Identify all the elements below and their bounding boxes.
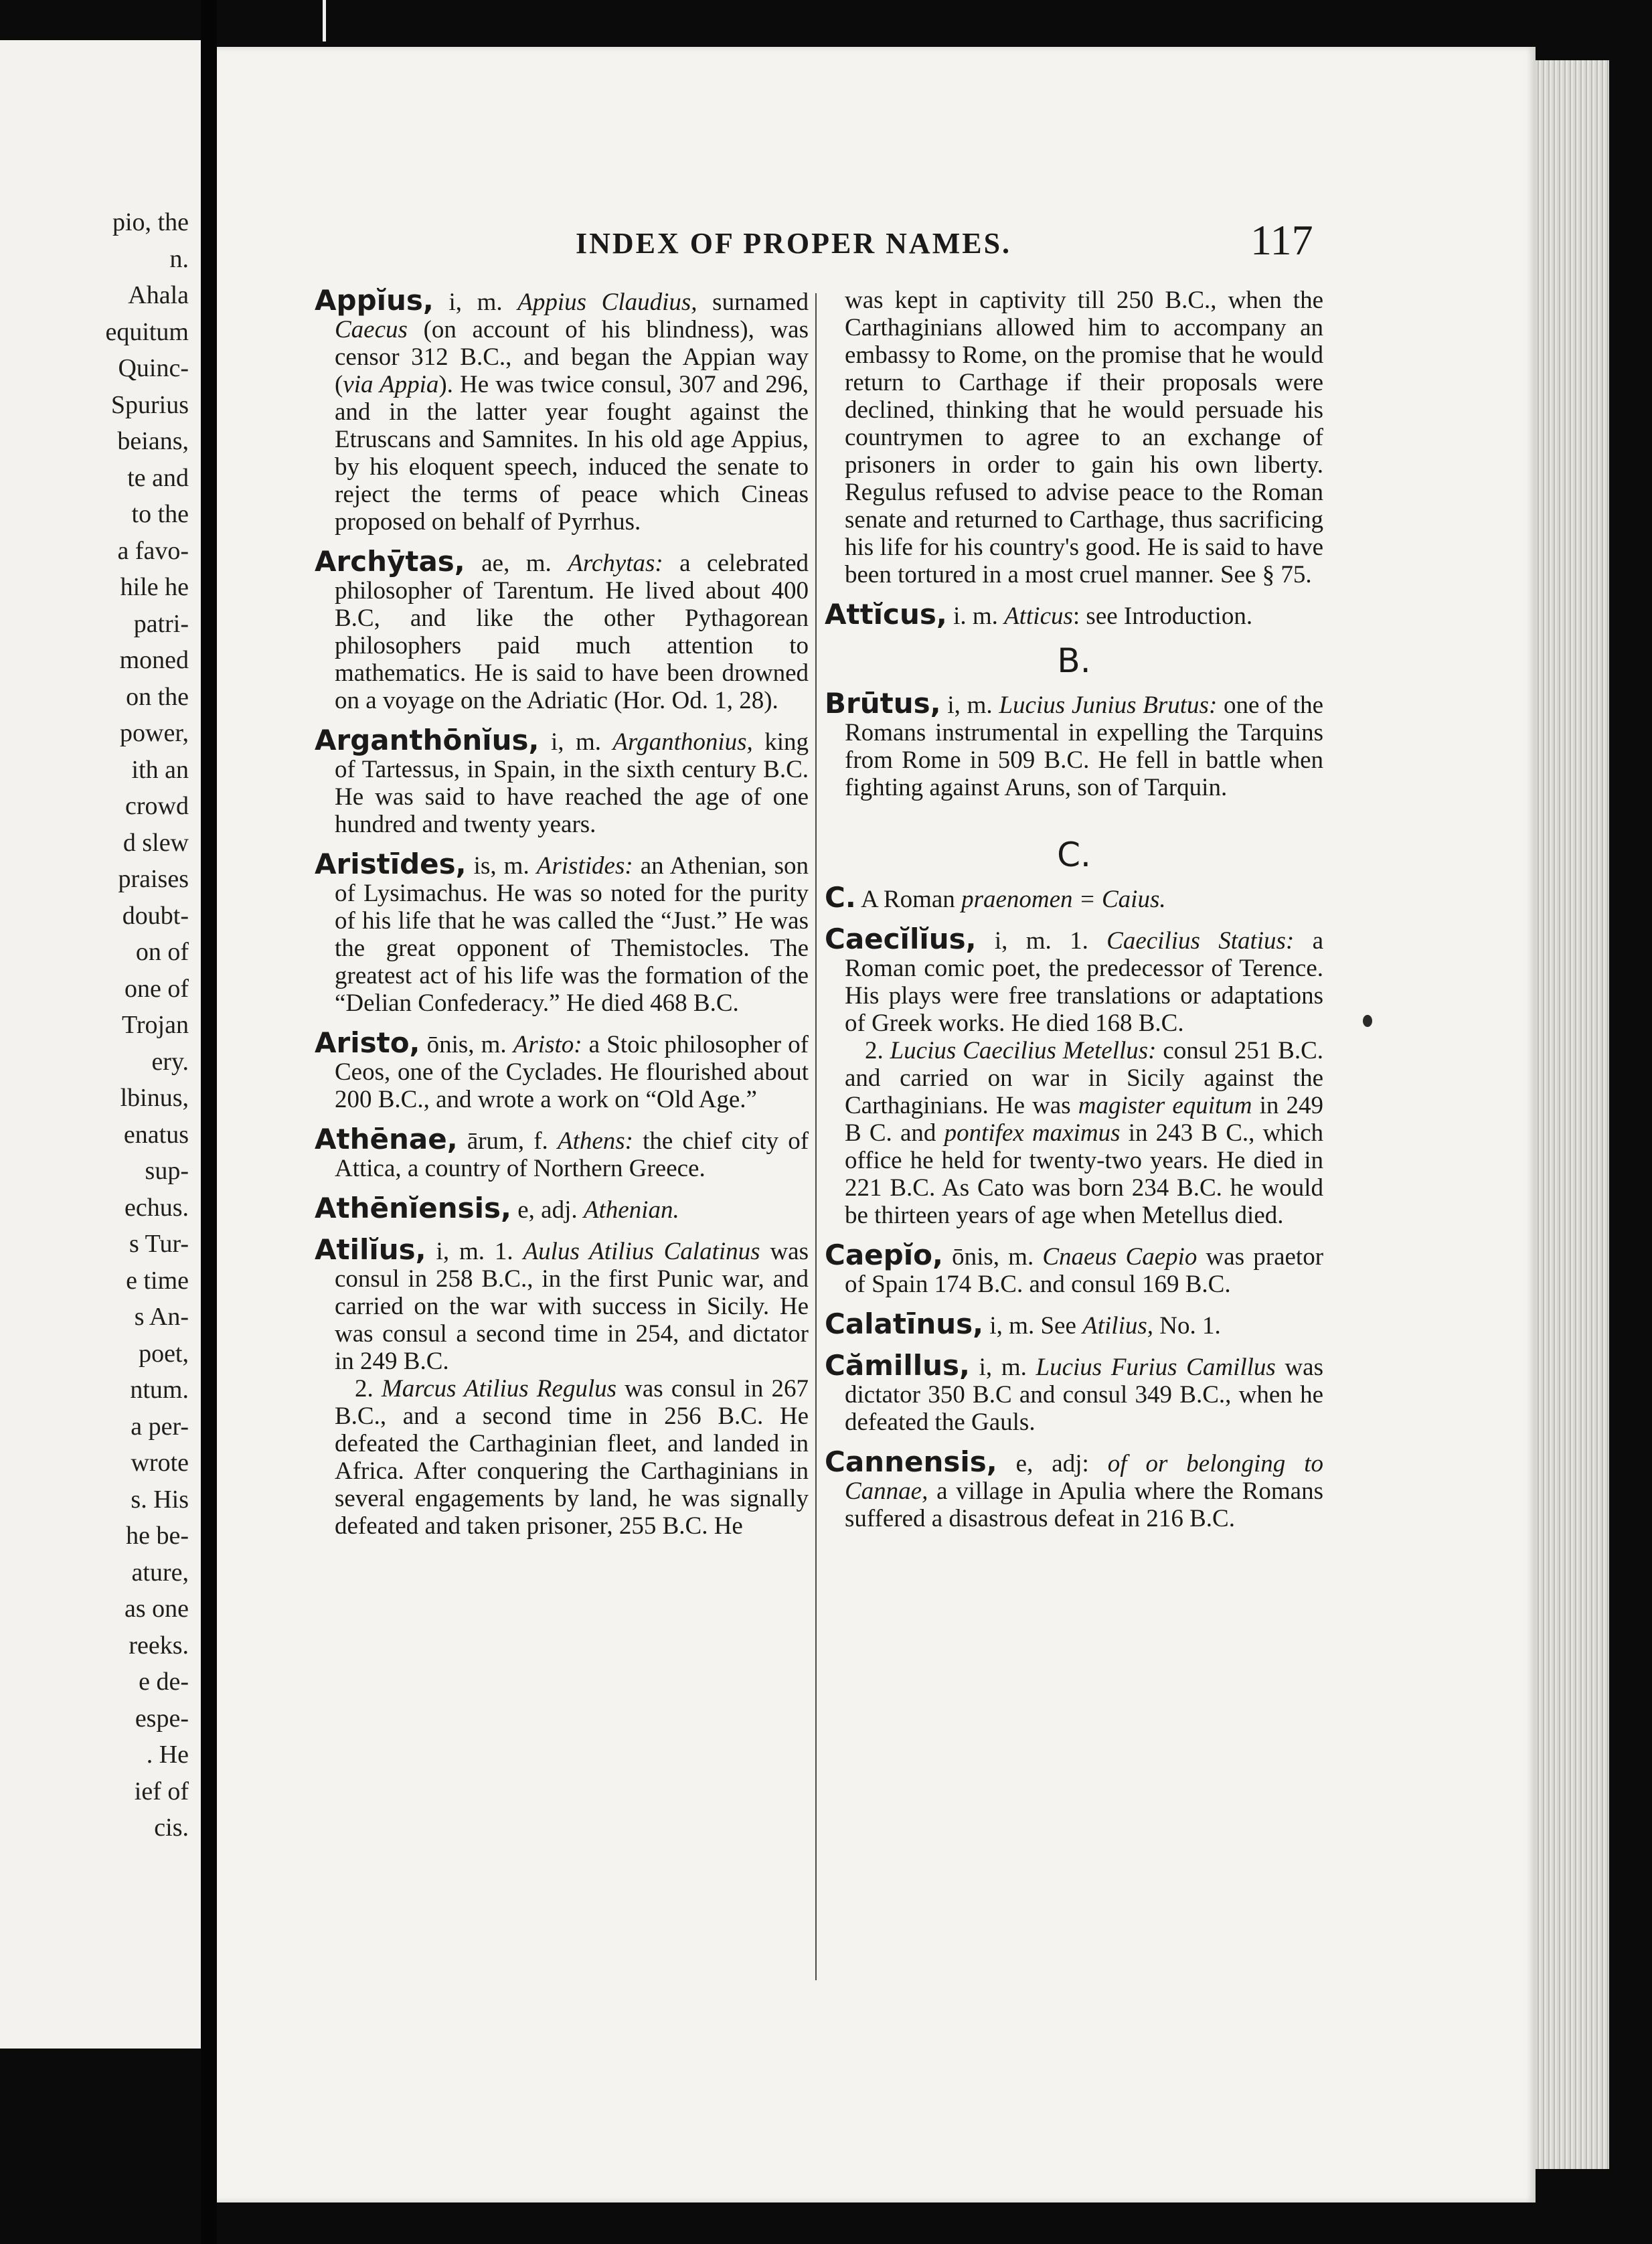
continued-entry bbox=[825, 287, 1323, 588]
prev-page-fragment bbox=[129, 1229, 189, 1259]
entry-text: one of the Romans instrumental in expelling the Tarquins from Rome in 509 B.C. He fell in battle when fighting against Aruns, son of Tarquin. bbox=[845, 692, 1324, 801]
italic-text: of or belonging to Cannae, bbox=[845, 1450, 1324, 1505]
italic-text: Atticus bbox=[1004, 603, 1073, 630]
index-entry bbox=[825, 600, 1323, 630]
fragment-text: poet, bbox=[139, 1339, 189, 1368]
fragment-text: Ahala bbox=[128, 281, 189, 309]
entry-text: the chief city of Attica, a country of Northern Greece. bbox=[335, 1127, 809, 1182]
fragment-text: ature, bbox=[131, 1558, 189, 1587]
fragment-text: te and bbox=[127, 463, 189, 492]
page-edges bbox=[1536, 60, 1609, 2169]
prev-page-fragment bbox=[131, 1412, 189, 1441]
prev-page-fragment bbox=[131, 1448, 189, 1477]
prev-page-fragment bbox=[136, 937, 189, 967]
prev-page-fragment bbox=[112, 208, 189, 237]
fragment-text: d slew bbox=[122, 828, 189, 857]
prev-page-fragment bbox=[120, 718, 189, 748]
fragment-text: ery. bbox=[151, 1047, 189, 1076]
entry-text: 2. bbox=[355, 1375, 382, 1402]
fragment-text: on the bbox=[126, 682, 189, 711]
prev-page-fragment bbox=[135, 1777, 189, 1806]
left-column bbox=[315, 284, 809, 1552]
entry-body bbox=[315, 1123, 809, 1182]
prev-page-fragment bbox=[117, 536, 189, 566]
grammar-info: i, m. bbox=[436, 1238, 485, 1265]
prev-page-fragment bbox=[145, 1156, 189, 1186]
index-entry bbox=[315, 1026, 809, 1113]
fragment-text: n. bbox=[169, 244, 189, 273]
prev-page-fragment bbox=[105, 317, 189, 347]
index-entry bbox=[315, 284, 809, 536]
fragment-text: to the bbox=[131, 500, 189, 528]
entry-text: 2. bbox=[865, 1037, 890, 1064]
headword: Atilĭus, bbox=[315, 1233, 426, 1266]
fragment-text: cis. bbox=[154, 1814, 189, 1842]
fragment-text: echus. bbox=[124, 1193, 189, 1222]
headword: Caecĭlĭus, bbox=[825, 923, 977, 955]
fragment-text: a per- bbox=[131, 1412, 189, 1441]
italic-text: magister equitum bbox=[1078, 1092, 1252, 1119]
entry-text: A Roman bbox=[861, 886, 962, 913]
italic-text: Atilius, bbox=[1082, 1312, 1154, 1340]
headword: Cămillus, bbox=[825, 1349, 970, 1382]
entry-text: was consul in 267 B.C., and a second time in 256 B.C. He defeated the Carthaginian fleet, and landed in Africa. After conquering the Carthaginians in several engagements by land, he was signally defeated and taken prisoner, 255 B.C. He bbox=[335, 1375, 809, 1540]
running-header: INDEX OF PROPER NAMES. bbox=[576, 227, 1012, 260]
italic-text: praenomen = Caius. bbox=[961, 886, 1166, 913]
fragment-text: Quinc- bbox=[118, 354, 189, 382]
prev-page-fragment bbox=[170, 244, 189, 274]
entry-subsection bbox=[845, 1037, 1323, 1229]
entry-body bbox=[315, 545, 809, 714]
prev-page-fragment bbox=[151, 1047, 189, 1076]
entry-text: See bbox=[1040, 1312, 1083, 1340]
grammar-info: ōnis, m. bbox=[952, 1243, 1034, 1271]
fragment-text: as one bbox=[124, 1595, 189, 1623]
italic-text: Appius Claudius, bbox=[517, 289, 697, 316]
italic-text: Athens: bbox=[557, 1127, 633, 1155]
entry-text: consul 251 B.C. and carried on war in Sicily against the Carthaginians. He was bbox=[845, 1037, 1323, 1119]
entry-text: an Athenian, son of Lysimachus. He was so noted for the purity of his life that he was called the “Just.” He was the great opponent of Themistocles. The greatest act of his life was the formation of the “Delian Confederacy.” He died 468 B.C. bbox=[335, 852, 809, 1017]
entry-text: a village in Apulia where the Romans suffered a disastrous defeat in 216 B.C. bbox=[845, 1477, 1323, 1532]
fragment-text: power, bbox=[120, 719, 189, 747]
prev-page-fragment bbox=[135, 1704, 189, 1733]
headword: Cannensis, bbox=[825, 1445, 997, 1478]
prev-page-fragment bbox=[139, 1667, 189, 1696]
prev-page-fragment bbox=[127, 463, 189, 493]
headword: Calatīnus, bbox=[825, 1307, 984, 1340]
entry-text: No. 1. bbox=[1153, 1312, 1221, 1340]
headword: Appĭus, bbox=[315, 284, 434, 317]
fragment-text: Trojan bbox=[122, 1011, 189, 1039]
prev-page-fragment bbox=[117, 426, 189, 456]
prev-page-fragment bbox=[124, 1120, 189, 1149]
italic-text: Aulus Atilius Calatinus bbox=[523, 1238, 760, 1265]
entry-text: was praetor of Spain 174 B.C. and consul 169 B.C. bbox=[845, 1243, 1324, 1298]
prev-page-fragment bbox=[126, 1266, 189, 1295]
italic-text: Aristo: bbox=[513, 1031, 582, 1058]
prev-page-fragment bbox=[111, 390, 189, 420]
fragment-text: s Tur- bbox=[129, 1230, 189, 1258]
fragment-text: on of bbox=[135, 938, 189, 966]
fragment-text: Spurius bbox=[110, 390, 189, 419]
book-gutter bbox=[201, 0, 217, 2244]
italic-text: Archytas: bbox=[568, 550, 663, 577]
page-number: 117 bbox=[1250, 216, 1313, 264]
italic-text: Arganthonius, bbox=[612, 728, 753, 756]
italic-text: Lucius Junius Brutus: bbox=[999, 692, 1218, 719]
index-entry bbox=[315, 1125, 809, 1182]
italic-text: Caecilius Statius: bbox=[1106, 927, 1295, 955]
headword: Aristīdes, bbox=[315, 848, 467, 880]
italic-text: Caecus bbox=[335, 316, 408, 343]
italic-text: Lucius Furius Camillus bbox=[1036, 1354, 1276, 1381]
headword: Archȳtas, bbox=[315, 545, 465, 578]
prev-page-fragment bbox=[130, 1375, 189, 1405]
index-entry bbox=[315, 1194, 809, 1224]
entry-text: a Stoic philosopher of Ceos, one of the Cyclades. He flourished about 200 B.C., and wrote a work on “Old Age.” bbox=[335, 1031, 809, 1113]
entry-text: in 243 B C., which office he held for twenty-two years. He died in 221 B.C. As Cato was born 234 B.C. he would be thirteen years of age when Metellus died. bbox=[845, 1119, 1324, 1229]
entry-body bbox=[315, 848, 809, 1017]
prev-page-fragment bbox=[125, 1594, 189, 1623]
entry-text: a Roman comic poet, the predecessor of Terence. His plays were free translations or adaptations of Greek works. He died 168 B.C. bbox=[845, 927, 1324, 1037]
prev-page-fragment bbox=[122, 1010, 189, 1040]
fragment-text: reeks. bbox=[129, 1631, 189, 1660]
fragment-text: pio, bbox=[112, 208, 152, 236]
prev-page-fragment bbox=[132, 755, 189, 785]
fragment-text: . He bbox=[146, 1741, 189, 1769]
prev-page-fragment bbox=[120, 1083, 189, 1113]
entry-body bbox=[315, 1192, 809, 1224]
fragment-text: crowd bbox=[125, 792, 189, 820]
headword: Attĭcus, bbox=[825, 598, 947, 631]
prev-page-fragment bbox=[132, 499, 189, 529]
fragment-text: ief of bbox=[134, 1777, 189, 1806]
entry-text: a celebrated philosopher of Tarentum. He lived about 400 B.C, and like the other Pythagorean philosophers paid much attention to mathematics. He is said to have been drowned on a voyage on the Adriatic (Hor. Od. 1, 28). bbox=[335, 550, 809, 714]
entry-body bbox=[315, 724, 809, 838]
fragment-text: wrote bbox=[131, 1449, 189, 1477]
index-entry bbox=[315, 850, 809, 1017]
grammar-info: ārum, f. bbox=[467, 1127, 548, 1155]
entry-body bbox=[825, 923, 1324, 1037]
fragment-text: ith an bbox=[131, 755, 189, 784]
headword: Athēnĭensis, bbox=[315, 1192, 511, 1224]
fragment-text: lbinus, bbox=[120, 1084, 189, 1112]
fragment-text: he be- bbox=[126, 1522, 189, 1550]
entry-text: (on account of his blindness), was censor 312 B.C., and began the Appian way ( bbox=[335, 316, 809, 398]
prev-page-fragment bbox=[122, 901, 189, 931]
entry-body bbox=[825, 1349, 1324, 1436]
index-entry bbox=[315, 1233, 809, 1540]
column-rule bbox=[815, 293, 817, 1980]
grammar-info: i, m. bbox=[979, 1354, 1027, 1381]
prev-page-fragment bbox=[118, 864, 189, 894]
continuation-text: was kept in captivity till 250 B.C., when the Carthaginians allowed him to accompany an embassy to Rome, on the promise that he would return to Carthage if their proposals were declined, thinking that he would persuade his countrymen to agree to an exchange of prisoners in order to gain his own liberty. Regulus refused to advise peace to the Roman senate and returned to Carthage, thus sacrificing his life for his country's good. He is said to have been tortured in a most cruel manner. See § 75. bbox=[845, 287, 1323, 588]
grammar-info: e, adj. bbox=[517, 1196, 578, 1224]
prev-page-fragment bbox=[126, 682, 189, 712]
previous-page-edge bbox=[0, 40, 201, 2049]
scan-mark bbox=[323, 0, 326, 42]
prev-page-fragment bbox=[125, 1193, 189, 1222]
entry-body bbox=[825, 1238, 1324, 1298]
fragment-text: enatus bbox=[123, 1120, 189, 1149]
index-entry bbox=[825, 687, 1324, 801]
grammar-info: ōnis, m. bbox=[426, 1031, 507, 1058]
index-entry bbox=[825, 1445, 1324, 1532]
entry-text: in 249 B C. and bbox=[845, 1092, 1323, 1147]
prev-page-fragment bbox=[134, 609, 189, 639]
entry-text: surnamed bbox=[697, 289, 809, 316]
section-letter-c: C. bbox=[1057, 835, 1091, 874]
fragment-text: s. His bbox=[131, 1485, 189, 1514]
fragment-text: equitum bbox=[105, 317, 189, 346]
prev-page-fragment bbox=[129, 1631, 189, 1660]
right-column bbox=[825, 287, 1323, 1544]
ink-spot bbox=[1363, 1015, 1372, 1027]
prev-page-fragment bbox=[118, 353, 189, 383]
prev-page-fragment bbox=[139, 1339, 189, 1368]
grammar-info: ae, m. bbox=[481, 550, 552, 577]
headword: Athēnae, bbox=[315, 1123, 458, 1155]
fragment-text: ntum. bbox=[130, 1376, 189, 1404]
italic-text: Marcus Atilius Regulus bbox=[381, 1375, 616, 1402]
entry-body bbox=[825, 1445, 1324, 1532]
entry-body bbox=[825, 598, 1323, 631]
entry-body bbox=[825, 881, 1323, 914]
grammar-info: i, m. bbox=[989, 1312, 1035, 1340]
entry-text: : see Introduction. bbox=[1072, 603, 1253, 630]
headword: Aristo, bbox=[315, 1026, 420, 1059]
fragment-text: patri- bbox=[133, 609, 189, 638]
prev-page-fragment bbox=[128, 280, 189, 310]
index-entry bbox=[825, 925, 1323, 1229]
fragment-text: e de- bbox=[139, 1668, 189, 1696]
prev-page-fragment bbox=[147, 1740, 189, 1769]
grammar-info: i, m. bbox=[947, 692, 993, 719]
entry-body bbox=[315, 284, 809, 536]
italic-text: Lucius Caecilius Metellus: bbox=[890, 1037, 1157, 1064]
entry-text: king of Tartessus, in Spain, in the sixth century B.C. He was said to have reached the age of one hundred and twenty years. bbox=[335, 728, 809, 838]
entry-text: was consul in 258 B.C., in the first Punic war, and carried on the war with success in Sicily. He was consul a second time in 254, and dictator in 249 B.C. bbox=[335, 1238, 809, 1375]
headword: Caepĭo, bbox=[825, 1238, 943, 1271]
entry-text: was dictator 350 B.C and consul 349 B.C., when he defeated the Gauls. bbox=[845, 1354, 1324, 1436]
prev-page-fragment bbox=[135, 1302, 189, 1332]
entry-subsection bbox=[335, 1375, 809, 1540]
index-entry bbox=[315, 726, 809, 838]
headword: C. bbox=[825, 881, 856, 914]
fragment-text: sup- bbox=[145, 1157, 189, 1185]
italic-text: pontifex maximus bbox=[944, 1119, 1121, 1147]
grammar-info: i. m. bbox=[953, 603, 998, 630]
fragment-text: doubt- bbox=[122, 901, 189, 930]
prev-page-fragment bbox=[131, 1485, 189, 1514]
italic-text: Cnaeus Caepio bbox=[1042, 1243, 1197, 1271]
entry-text: 1. bbox=[494, 1238, 523, 1265]
index-entry bbox=[825, 1238, 1324, 1298]
headword: Brūtus, bbox=[825, 687, 941, 720]
prev-page-fragment bbox=[126, 1521, 189, 1550]
fragment-text: hile he bbox=[120, 573, 189, 601]
prev-page-fragment bbox=[154, 1813, 189, 1842]
fragment-text: beians, bbox=[117, 427, 189, 455]
prev-page-fragment bbox=[125, 791, 189, 821]
headword: Arganthōnĭus, bbox=[315, 724, 540, 756]
italic-text: Athenian. bbox=[583, 1196, 679, 1224]
grammar-info: e, adj: bbox=[1015, 1450, 1089, 1477]
fragment-text: espe- bbox=[135, 1704, 189, 1733]
index-entry bbox=[825, 1307, 1323, 1340]
grammar-info: i, m. bbox=[448, 289, 503, 316]
grammar-info: i, m. bbox=[550, 728, 601, 756]
fragment-text: the bbox=[151, 208, 189, 236]
prev-page-fragment bbox=[123, 828, 189, 858]
prev-page-fragment bbox=[125, 974, 189, 1004]
fragment-text: e time bbox=[126, 1266, 189, 1295]
section-letter-b: B. bbox=[1057, 641, 1091, 680]
fragment-text: a favo- bbox=[117, 536, 189, 565]
prev-page-fragment bbox=[120, 645, 189, 675]
prev-page-fragment bbox=[132, 1558, 189, 1587]
italic-text: Aristides: bbox=[536, 852, 633, 880]
grammar-info: i, m. 1. bbox=[994, 927, 1088, 955]
entry-body bbox=[315, 1233, 809, 1375]
entry-text: ). He was twice consul, 307 and 296, and in the latter year fought against the Etruscans and Samnites. In his old age Appius, by his eloquent speech, induced the senate to reject the terms of peace which Cineas proposed on behalf of Pyrrhus. bbox=[335, 371, 809, 536]
index-entry bbox=[315, 545, 809, 714]
entry-body bbox=[315, 1026, 809, 1113]
fragment-text: praises bbox=[118, 865, 189, 893]
index-entry bbox=[825, 1349, 1324, 1436]
entry-body bbox=[825, 1307, 1323, 1340]
entry-body bbox=[825, 687, 1324, 801]
fragment-text: one of bbox=[124, 974, 189, 1003]
fragment-text: s An- bbox=[134, 1303, 189, 1331]
italic-text: via Appia bbox=[343, 371, 439, 398]
fragment-text: moned bbox=[119, 646, 189, 674]
grammar-info: is, m. bbox=[473, 852, 529, 880]
prev-page-fragment bbox=[120, 572, 189, 602]
index-entry bbox=[825, 881, 1323, 914]
